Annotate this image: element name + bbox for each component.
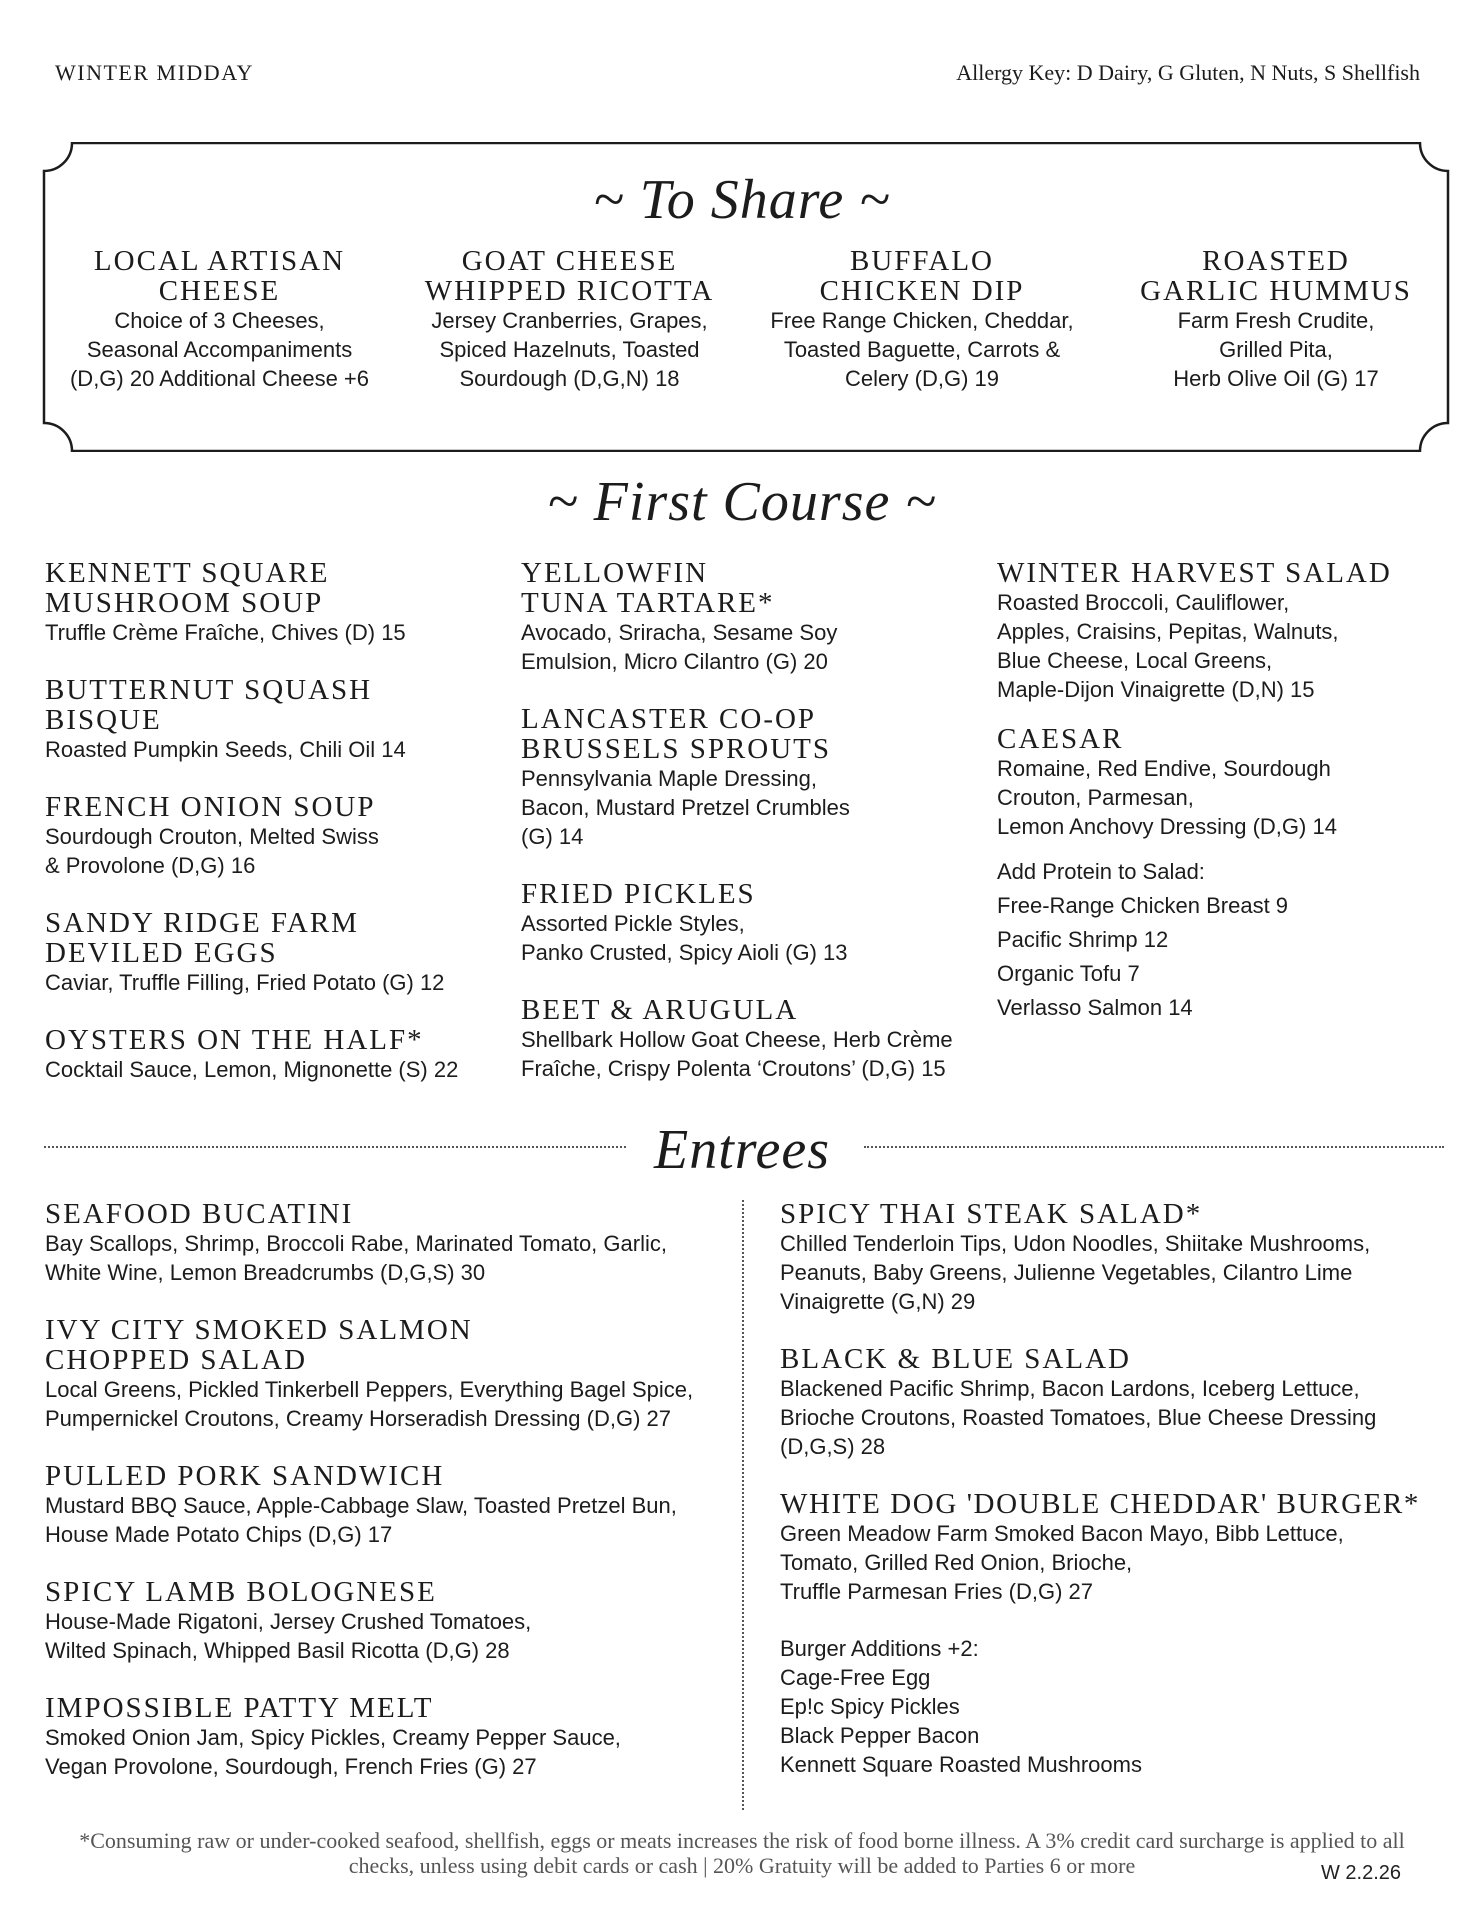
menu-item-name: KENNETT SQUARE MUSHROOM SOUP	[45, 557, 330, 619]
menu-item-description: Avocado, Sriracha, Sesame Soy Emulsion, Micro Cilantro (G) 20	[521, 620, 838, 674]
menu-item	[45, 1315, 735, 1433]
service-period-label: WINTER MIDDAY	[55, 60, 254, 85]
menu-item-name: IMPOSSIBLE PATTY MELT	[45, 1692, 434, 1724]
entrees-divider-right	[864, 1146, 1444, 1148]
menu-item-description: Shellbark Hollow Goat Cheese, Herb Crème Fraîche, Crispy Polenta ‘Croutons’ (D,G) 15	[521, 1027, 953, 1081]
menu-item	[780, 1489, 1450, 1606]
menu-item-name: YELLOWFIN TUNA TARTARE*	[521, 557, 775, 619]
menu-item	[45, 1025, 505, 1084]
menu-item-description: Green Meadow Farm Smoked Bacon Mayo, Bibb Lettuce, Tomato, Grilled Red Onion, Brioche, Truffle Parmesan Fries (D,G) 27	[780, 1521, 1344, 1604]
burger-addition: Black Pepper Bacon	[780, 1723, 980, 1748]
first-course-column-3	[997, 558, 1447, 1025]
burger-addition: Kennett Square Roasted Mushrooms	[780, 1752, 1142, 1777]
menu-item	[45, 558, 505, 647]
menu-item-name: LANCASTER CO-OP BRUSSELS SPROUTS	[521, 703, 832, 765]
protein-option: Free-Range Chicken Breast 9	[997, 893, 1289, 918]
share-item-name: ROASTED GARLIC HUMMUS	[1140, 245, 1412, 307]
menu-item	[521, 879, 991, 967]
add-protein-title: Add Protein to Salad:	[997, 859, 1205, 884]
menu-item-name: SANDY RIDGE FARM DEVILED EGGS	[45, 907, 359, 969]
menu-item	[997, 558, 1447, 704]
menu-version-code: W 2.2.26	[1321, 1862, 1402, 1884]
menu-item	[45, 1199, 735, 1287]
menu-item-description: Roasted Broccoli, Cauliflower, Apples, Craisins, Pepitas, Walnuts, Blue Cheese, Local Greens, Maple-Dijon Vinaigrette (D,N) 15	[997, 590, 1339, 702]
menu-item	[45, 1577, 735, 1665]
menu-item-name: OYSTERS ON THE HALF*	[45, 1024, 424, 1056]
share-item-description: Farm Fresh Crudite, Grilled Pita, Herb Olive Oil (G) 17	[1173, 308, 1379, 391]
menu-item-description: Cocktail Sauce, Lemon, Mignonette (S) 22	[45, 1057, 459, 1082]
menu-item-name: BLACK & BLUE SALAD	[780, 1343, 1131, 1375]
menu-item-description: Bay Scallops, Shrimp, Broccoli Rabe, Marinated Tomato, Garlic, White Wine, Lemon Breadcrumbs (D,G,S) 30	[45, 1231, 667, 1285]
to-share-title: ~ To Share ~	[593, 169, 891, 231]
share-item	[42, 246, 397, 393]
entrees-column-divider	[742, 1200, 744, 1810]
menu-item-name: FRIED PICKLES	[521, 878, 756, 910]
menu-item	[45, 675, 505, 764]
menu-item-description: Roasted Pumpkin Seeds, Chili Oil 14	[45, 737, 406, 762]
share-item-description: Choice of 3 Cheeses, Seasonal Accompaniments (D,G) 20 Additional Cheese +6	[69, 308, 369, 391]
burger-additions-title: Burger Additions +2:	[780, 1636, 979, 1661]
menu-item-name: SEAFOOD BUCATINI	[45, 1198, 354, 1230]
menu-item-description: Truffle Crème Fraîche, Chives (D) 15	[45, 620, 406, 645]
menu-item-description: Assorted Pickle Styles, Panko Crusted, Spicy Aioli (G) 13	[521, 911, 848, 965]
menu-item-description: Local Greens, Pickled Tinkerbell Peppers, Everything Bagel Spice, Pumpernickel Croutons, Creamy Horseradish Dressing (D,G) 27	[45, 1377, 694, 1431]
menu-item	[45, 908, 505, 997]
first-course-title: ~ First Course ~	[547, 471, 937, 533]
menu-item	[521, 558, 991, 676]
menu-item-name: FRENCH ONION SOUP	[45, 791, 376, 823]
menu-item-name: PULLED PORK SANDWICH	[45, 1460, 445, 1492]
menu-item-description: Pennsylvania Maple Dressing, Bacon, Mustard Pretzel Crumbles (G) 14	[521, 766, 850, 849]
protein-option: Organic Tofu 7	[997, 961, 1140, 986]
menu-item	[45, 1693, 735, 1781]
share-item	[397, 246, 742, 393]
entrees-title: Entrees	[654, 1119, 830, 1181]
burger-addition: Ep!c Spicy Pickles	[780, 1694, 960, 1719]
menu-item-name: BEET & ARUGULA	[521, 994, 799, 1026]
menu-item-description: House-Made Rigatoni, Jersey Crushed Tomatoes, Wilted Spinach, Whipped Basil Ricotta (D,G) 28	[45, 1609, 532, 1663]
allergy-key: Allergy Key: D Dairy, G Gluten, N Nuts, S Shellfish	[956, 60, 1420, 85]
entrees-column-left	[45, 1199, 735, 1809]
burger-addition: Cage-Free Egg	[780, 1665, 931, 1690]
menu-item-description: Chilled Tenderloin Tips, Udon Noodles, Shiitake Mushrooms, Peanuts, Baby Greens, Julienne Vegetables, Cilantro Lime Vinaigrette (G,N) 29	[780, 1231, 1371, 1314]
share-item-name: BUFFALO CHICKEN DIP	[819, 245, 1025, 307]
menu-item-description: Blackened Pacific Shrimp, Bacon Lardons, Iceberg Lettuce, Brioche Croutons, Roasted Tomatoes, Blue Cheese Dressing (D,G,S) 28	[780, 1376, 1377, 1459]
protein-option: Pacific Shrimp 12	[997, 927, 1169, 952]
menu-item-name: BUTTERNUT SQUASH BISQUE	[45, 674, 373, 736]
first-course-column-1	[45, 558, 505, 1112]
menu-item-name: WHITE DOG 'DOUBLE CHEDDAR' BURGER*	[780, 1488, 1420, 1520]
protein-option: Verlasso Salmon 14	[997, 995, 1193, 1020]
footer-disclaimer-line-1: *Consuming raw or under-cooked seafood, shellfish, eggs or meats increases the risk of food borne illness. A 3% credit card surcharge is applied to all	[79, 1828, 1405, 1853]
menu-item-name: CAESAR	[997, 723, 1124, 755]
menu-item	[780, 1344, 1450, 1461]
menu-item-description: Romaine, Red Endive, Sourdough Crouton, Parmesan, Lemon Anchovy Dressing (D,G) 14	[997, 756, 1337, 839]
menu-item-description: Sourdough Crouton, Melted Swiss & Provolone (D,G) 16	[45, 824, 379, 878]
first-course-column-2	[521, 558, 991, 1111]
share-item	[1102, 246, 1450, 393]
menu-item-name: SPICY LAMB BOLOGNESE	[45, 1576, 437, 1608]
menu-item	[45, 792, 505, 880]
to-share-items	[42, 246, 1450, 393]
menu-item	[780, 1199, 1450, 1316]
menu-item-description: Caviar, Truffle Filling, Fried Potato (G) 12	[45, 970, 445, 995]
footer-disclaimer-line-2: checks, unless using debit cards or cash | 20% Gratuity will be added to Parties 6 or more	[348, 1853, 1136, 1878]
share-item-description: Jersey Cranberries, Grapes, Spiced Hazelnuts, Toasted Sourdough (D,G,N) 18	[431, 308, 708, 391]
footer-disclaimer	[40, 1828, 1444, 1878]
menu-item-name: SPICY THAI STEAK SALAD*	[780, 1198, 1203, 1230]
menu-item	[521, 704, 991, 851]
share-item-description: Free Range Chicken, Cheddar, Toasted Baguette, Carrots & Celery (D,G) 19	[770, 308, 1074, 391]
share-item	[742, 246, 1102, 393]
menu-item	[521, 995, 991, 1083]
menu-item	[45, 1461, 735, 1549]
entrees-column-right	[780, 1199, 1450, 1779]
share-item-name: LOCAL ARTISAN CHEESE	[93, 245, 346, 307]
menu-item	[997, 724, 1447, 841]
menu-item-description: Smoked Onion Jam, Spicy Pickles, Creamy Pepper Sauce, Vegan Provolone, Sourdough, French Fries (G) 27	[45, 1725, 621, 1779]
menu-item-name: IVY CITY SMOKED SALMON CHOPPED SALAD	[45, 1314, 473, 1376]
share-item-name: GOAT CHEESE WHIPPED RICOTTA	[424, 245, 715, 307]
menu-item-description: Mustard BBQ Sauce, Apple-Cabbage Slaw, Toasted Pretzel Bun, House Made Potato Chips (D,G) 17	[45, 1493, 677, 1547]
menu-item-name: WINTER HARVEST SALAD	[997, 557, 1392, 589]
